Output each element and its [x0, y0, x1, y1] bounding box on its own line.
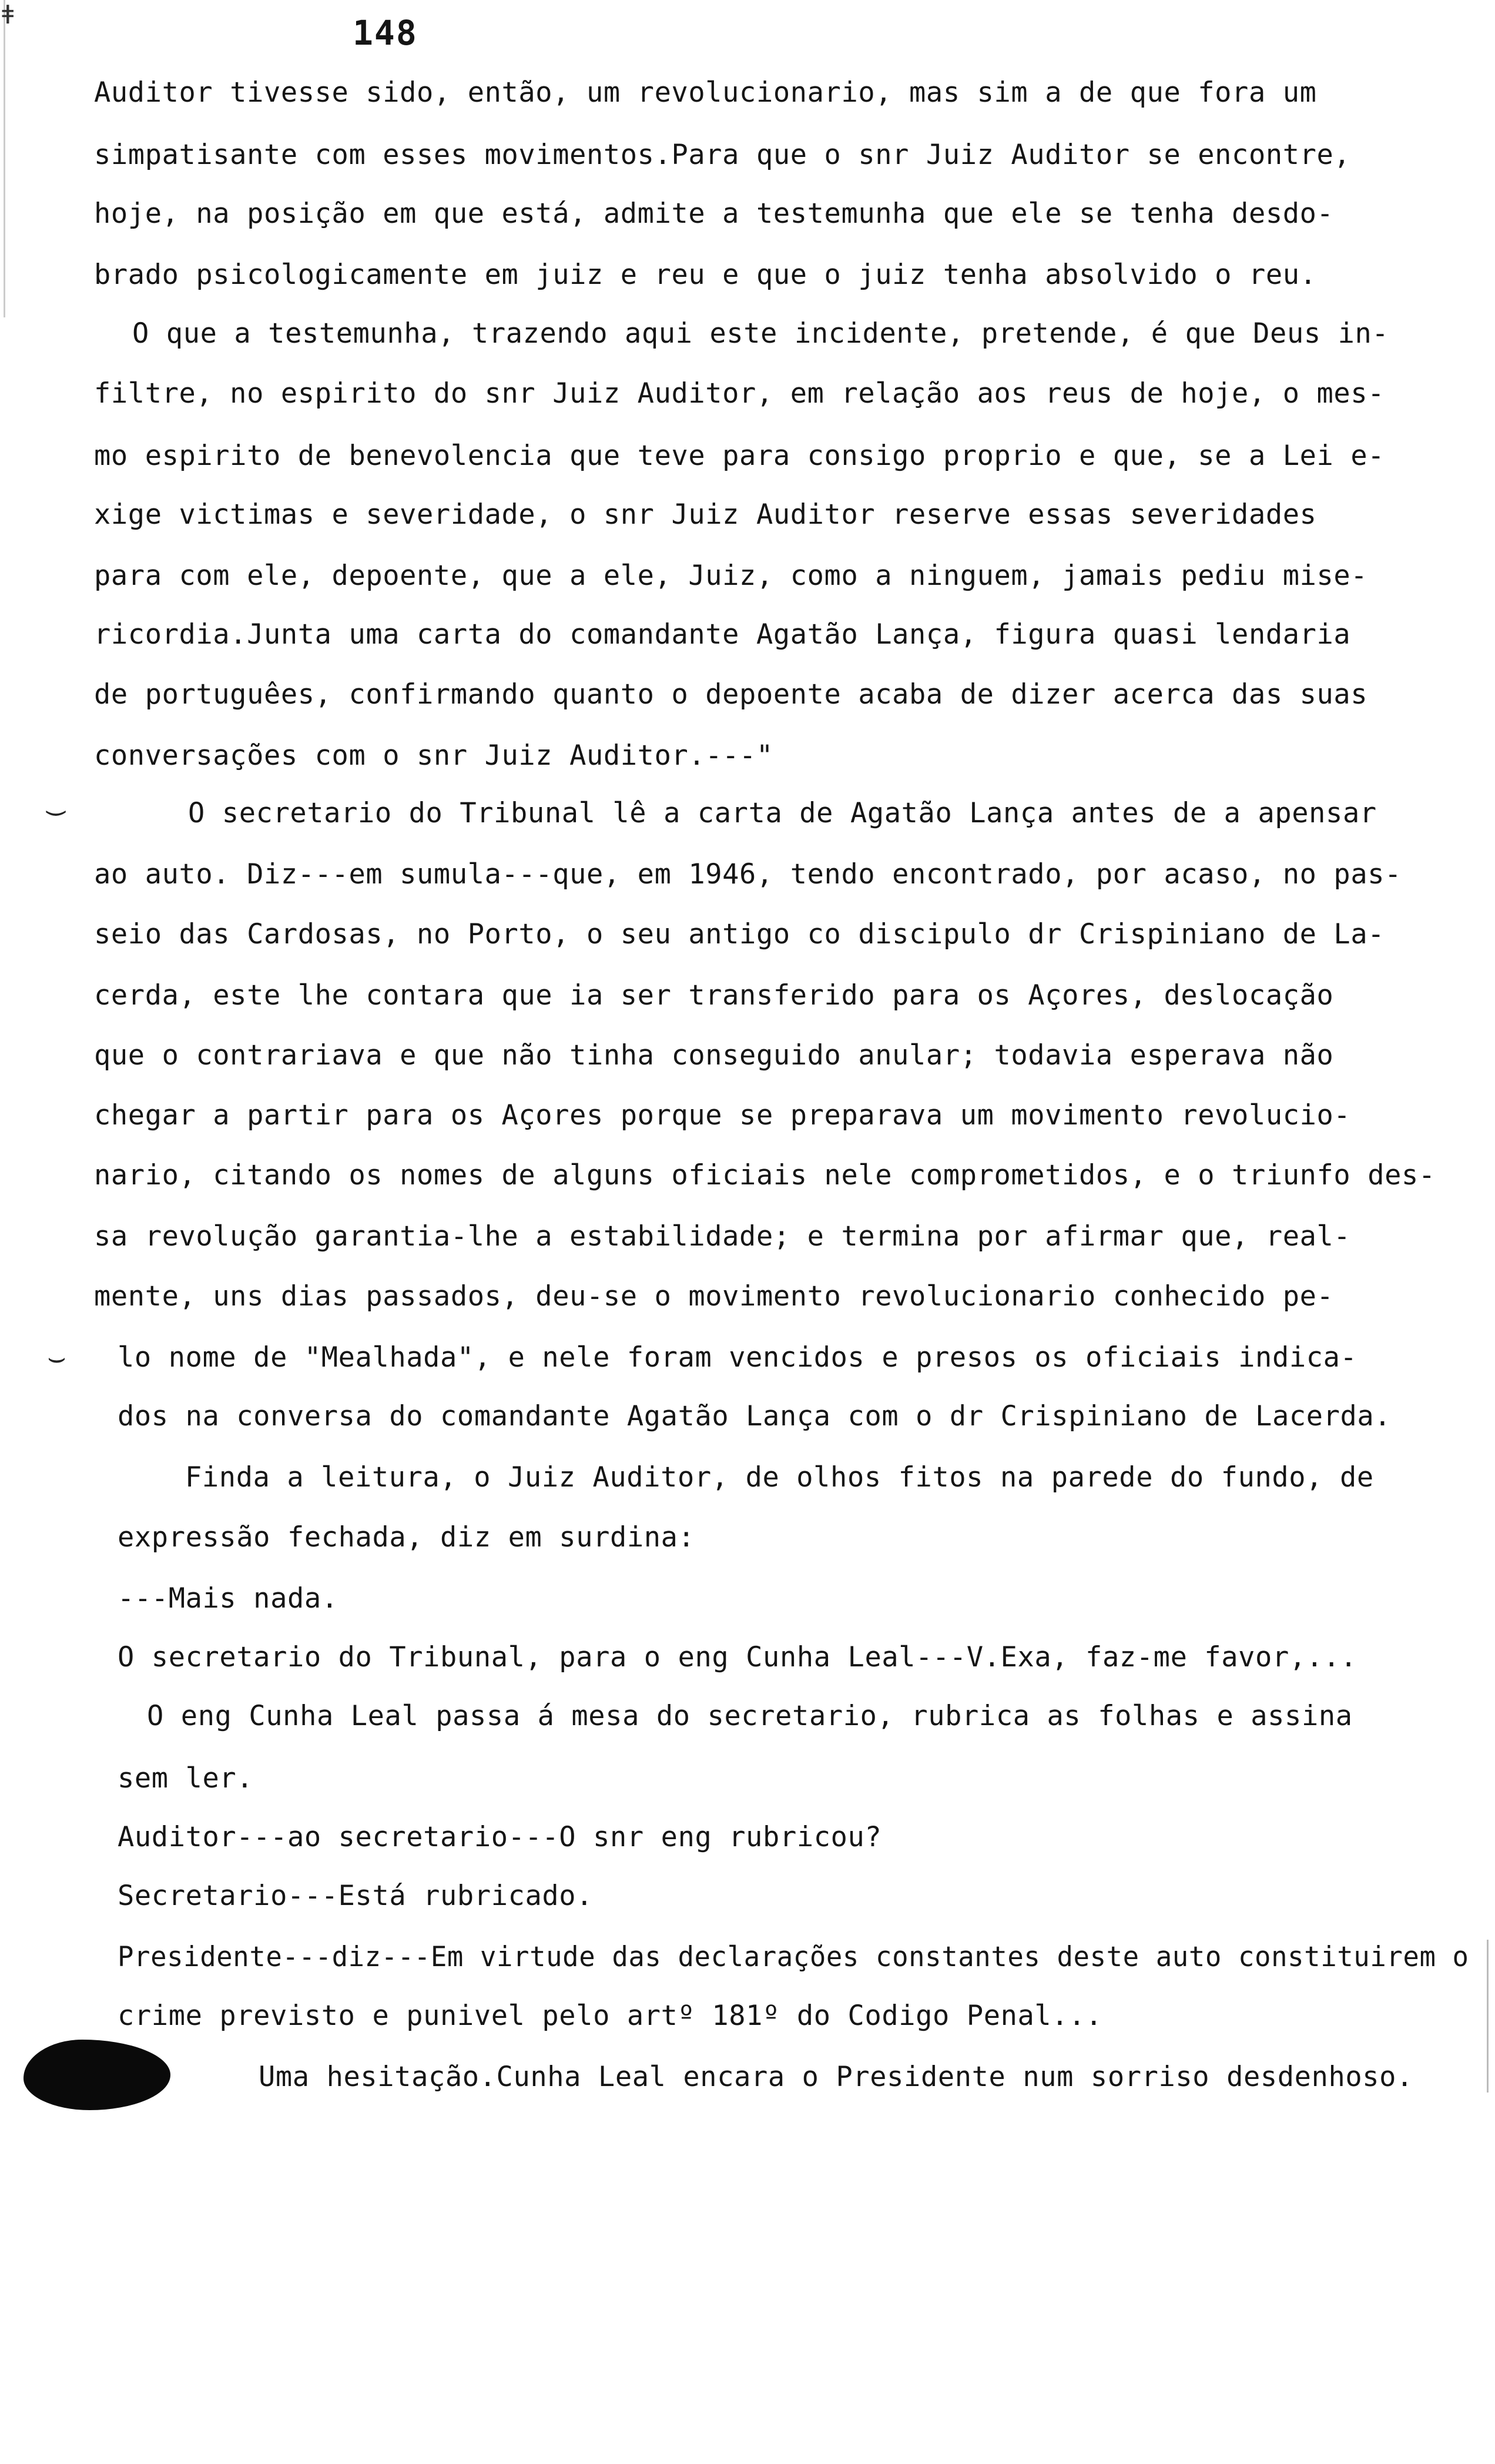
- page-number: 148: [353, 13, 418, 53]
- text-line-25: expressão fechada, diz em surdina:: [118, 1521, 695, 1554]
- text-line-11: de portuguêes, confirmando quanto o depoente acaba de dizer acerca das suas: [94, 678, 1368, 711]
- text-line-24: Finda a leitura, o Juiz Auditor, de olhos fitos na parede do fundo, de: [185, 1461, 1374, 1494]
- text-line-6: filtre, no espirito do snr Juiz Auditor, em relação aos reus de hoje, o mes-: [94, 377, 1385, 410]
- page-edge-shadow: [4, 0, 5, 317]
- text-line-30: Auditor---ao secretario---O snr eng rubricou?: [118, 1821, 882, 1853]
- text-line-17: que o contrariava e que não tinha conseguido anular; todavia esperava não: [94, 1039, 1334, 1072]
- text-line-1: Auditor tivesse sido, então, um revolucionario, mas sim a de que fora um: [94, 76, 1317, 109]
- text-line-34: Uma hesitação.Cunha Leal encara o Presidente num sorriso desdenhoso.: [259, 2061, 1413, 2093]
- text-line-27: O secretario do Tribunal, para o eng Cunha Leal---V.Exa, faz-me favor,...: [118, 1641, 1357, 1673]
- text-line-4: brado psicologicamente em juiz e reu e que o juiz tenha absolvido o reu.: [94, 259, 1317, 291]
- text-line-18: chegar a partir para os Açores porque se preparava um movimento revolucio-: [94, 1099, 1351, 1131]
- ink-blot: [24, 2040, 170, 2110]
- text-line-20: sa revolução garantia-lhe a estabilidade; e termina por afirmar que, real-: [94, 1220, 1351, 1253]
- text-line-12: conversações com o snr Juiz Auditor.---": [94, 739, 773, 772]
- text-line-13: O secretario do Tribunal lê a carta de Agatão Lança antes de a apensar: [188, 797, 1377, 829]
- margin-mark: ⌣: [47, 1340, 66, 1374]
- text-line-21: mente, uns dias passados, deu-se o movimento revolucionario conhecido pe-: [94, 1280, 1334, 1313]
- text-line-19: nario, citando os nomes de alguns oficiais nele comprometidos, e o triunfo des-: [94, 1159, 1436, 1191]
- text-line-26: ---Mais nada.: [118, 1582, 338, 1615]
- text-line-9: para com ele, depoente, que a ele, Juiz, como a ninguem, jamais pediu mise-: [94, 560, 1368, 592]
- text-line-5: O que a testemunha, trazendo aqui este incidente, pretende, é que Deus in-: [132, 317, 1389, 350]
- corner-mark: ǂ: [0, 0, 16, 30]
- margin-mark: ‿: [47, 782, 65, 816]
- text-line-33: crime previsto e punivel pelo artº 181º do Codigo Penal...: [118, 2000, 1102, 2032]
- text-line-28: O eng Cunha Leal passa á mesa do secretario, rubrica as folhas e assina: [147, 1700, 1353, 1732]
- text-line-29: sem ler.: [118, 1762, 254, 1795]
- text-line-14: ao auto. Diz---em sumula---que, em 1946, tendo encontrado, por acaso, no pas-: [94, 858, 1402, 890]
- text-line-3: hoje, na posição em que está, admite a testemunha que ele se tenha desdo-: [94, 197, 1334, 230]
- text-line-15: seio das Cardosas, no Porto, o seu antigo co discipulo dr Crispiniano de La-: [94, 918, 1385, 950]
- page-edge-shadow-right: [1487, 1940, 1489, 2093]
- text-line-31: Secretario---Está rubricado.: [118, 1880, 594, 1912]
- text-line-16: cerda, este lhe contara que ia ser transferido para os Açores, deslocação: [94, 979, 1334, 1012]
- text-line-32: Presidente---diz---Em virtude das declarações constantes deste auto constituirem o: [118, 1941, 1469, 1973]
- text-line-2: simpatisante com esses movimentos.Para que o snr Juiz Auditor se encontre,: [94, 139, 1351, 171]
- text-line-7: mo espirito de benevolencia que teve para consigo proprio e que, se a Lei e-: [94, 440, 1385, 472]
- text-line-23: dos na conversa do comandante Agatão Lança com o dr Crispiniano de Lacerda.: [118, 1400, 1392, 1432]
- text-line-8: xige victimas e severidade, o snr Juiz Auditor reserve essas severidades: [94, 498, 1317, 531]
- text-line-10: ricordia.Junta uma carta do comandante Agatão Lança, figura quasi lendaria: [94, 618, 1351, 651]
- text-line-22: lo nome de "Mealhada", e nele foram vencidos e presos os oficiais indica-: [118, 1341, 1357, 1374]
